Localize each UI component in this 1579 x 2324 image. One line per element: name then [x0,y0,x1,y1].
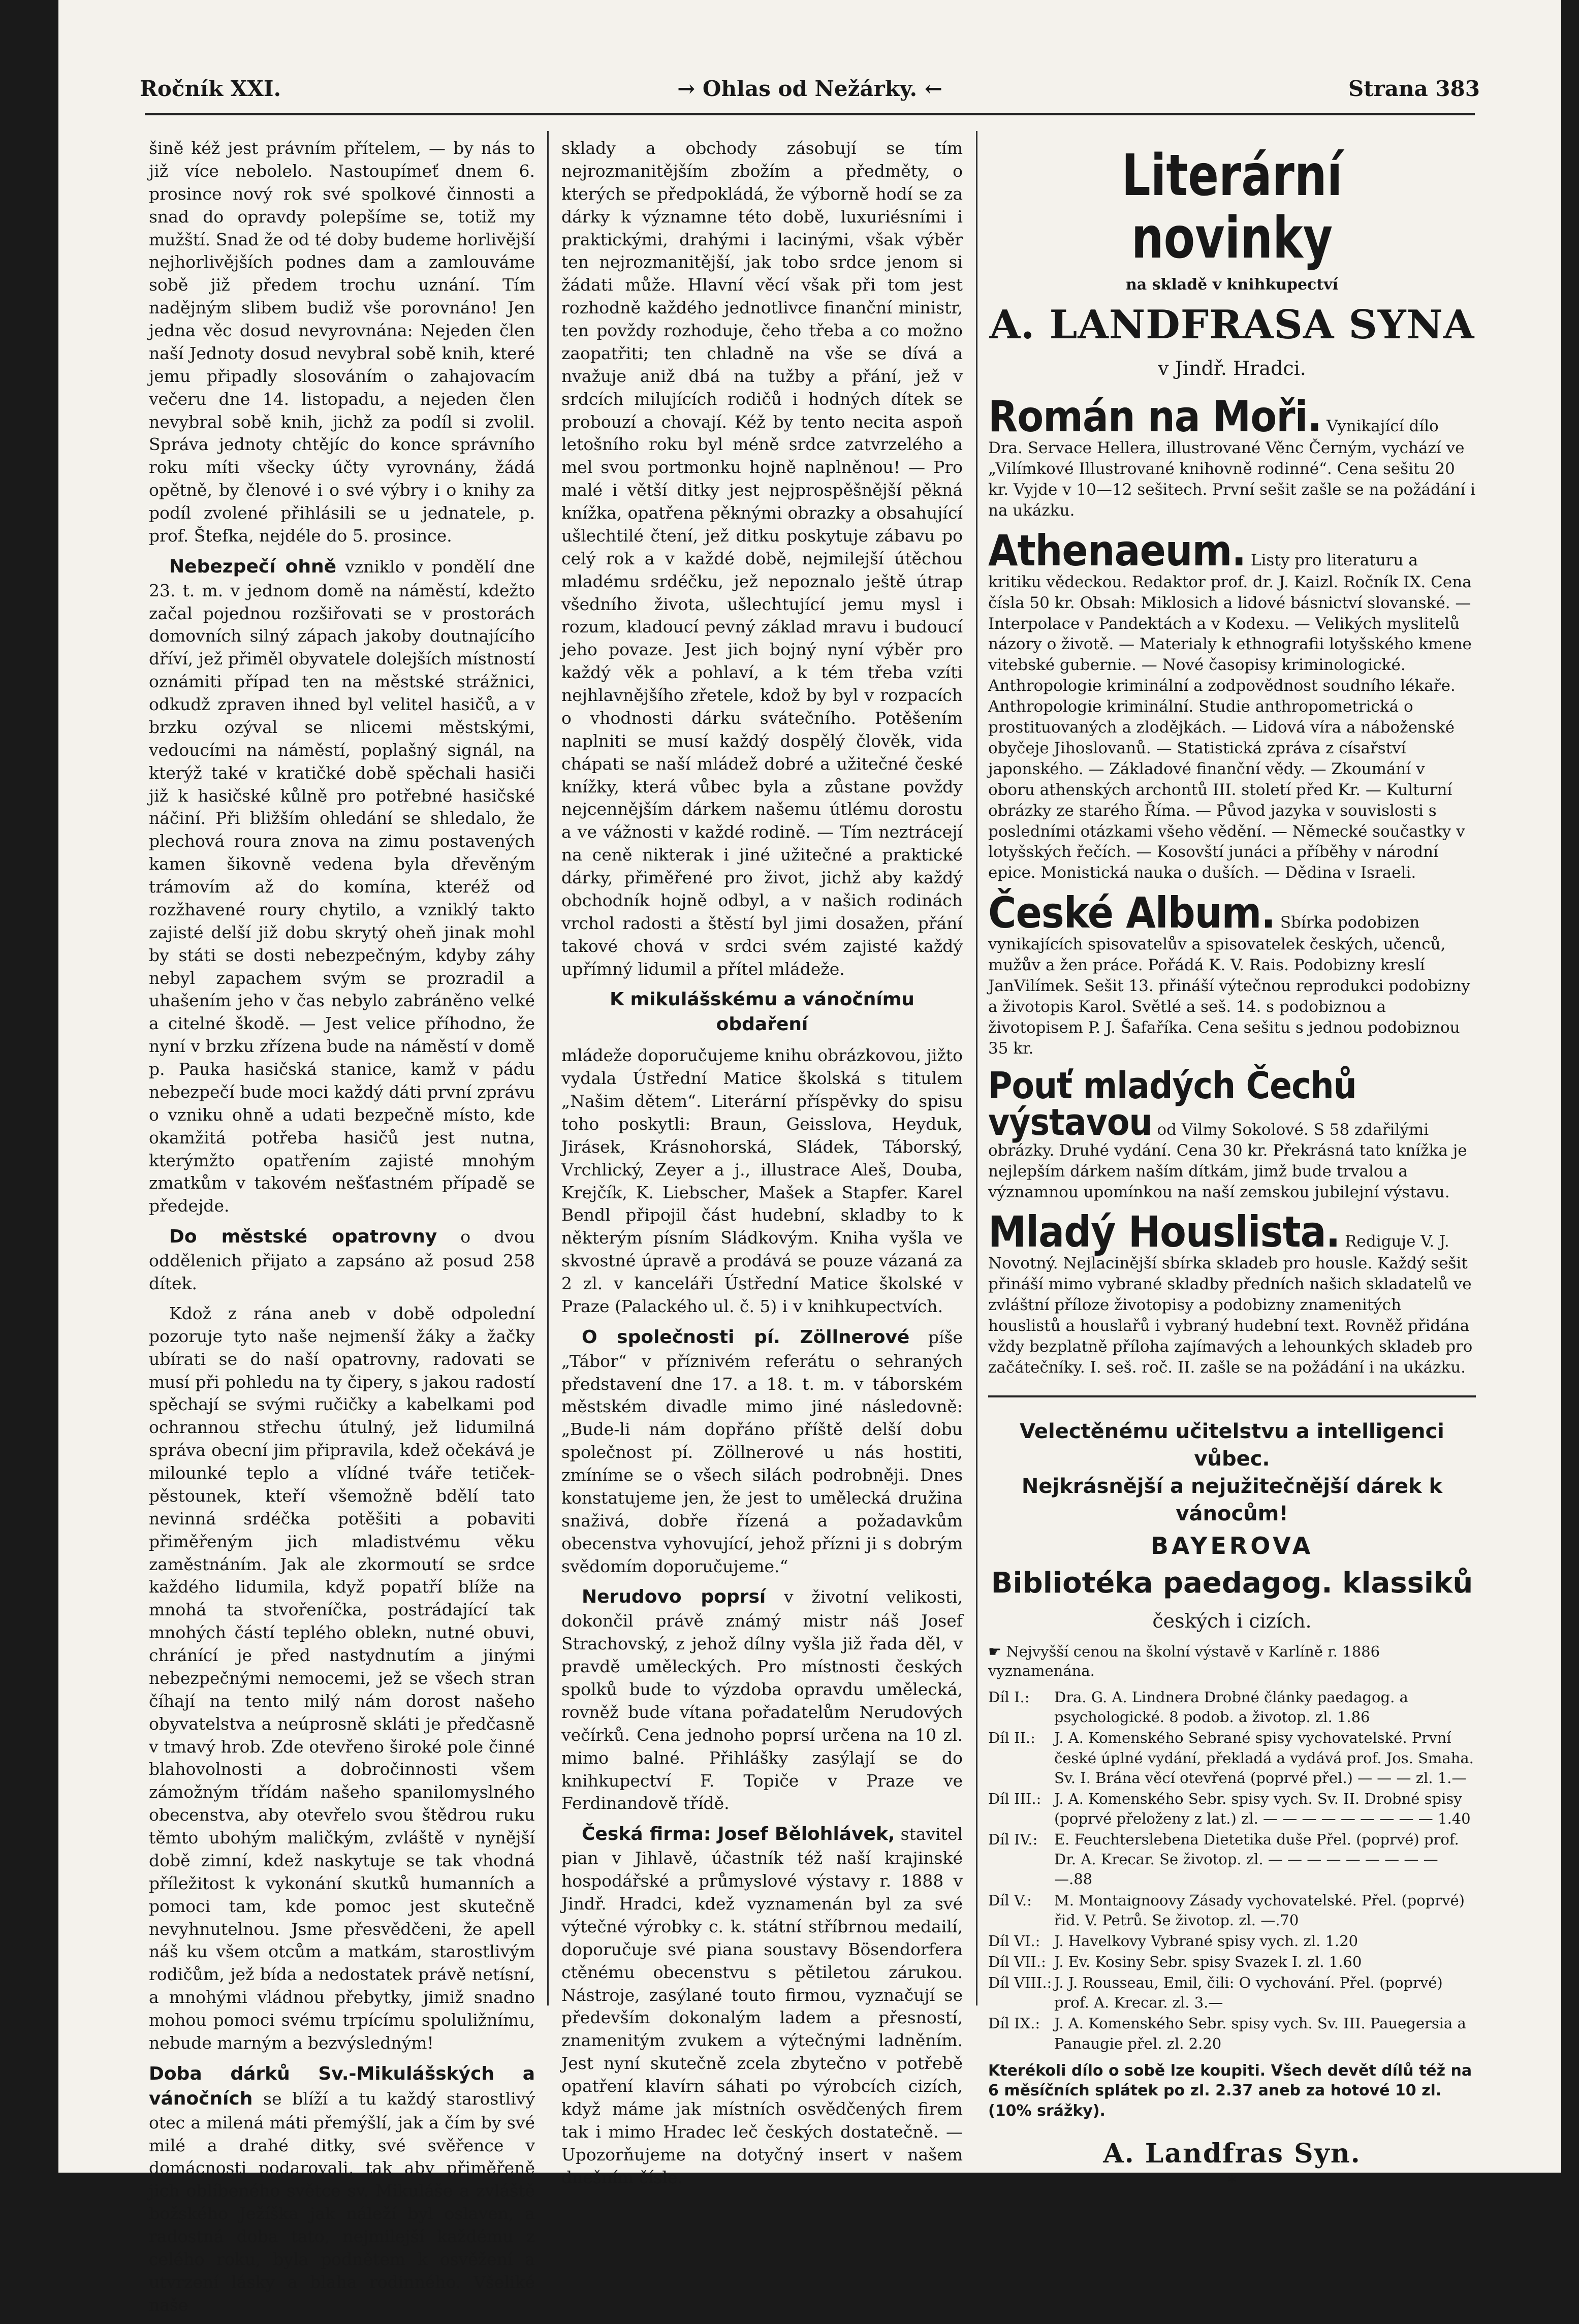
volume-description: E. Feuchterslebena Dietetika duše Přel. (poprvé) prof. Dr. A. Krecar. Se životop. zl. — — — — — — — — — —.88 [1054,1831,1459,1888]
volume-description: M. Montaignoovy Zásady vychovatelské. Přel. (poprvé) řid. V. Petrů. Se životop. zl. —.70 [1054,1891,1465,1929]
ad-pout-mladych-cechu [988,1064,1476,1203]
volume-description: J. Havelkovy Vybrané spisy vych. zl. 1.20 [1054,1932,1359,1950]
star-mark: * [1227,2172,1237,2193]
page-number: Strana 383 [1348,76,1480,101]
firm-name: A. LANDFRASA SYNA [989,301,1475,348]
bayer-ad-line: Velectěnému učitelstvu a intelligenci vůbec. [1020,1419,1444,1471]
article-text: o dvou oddělenich přijato a zapsáno až posud 258 dítek. [149,1227,535,1294]
volume-description: J. Ev. Kosiny Sebr. spisy Svazek I. zl. 1.60 [1054,1953,1362,1971]
ad-book-text: od Vilmy Sokolové. S 58 zdařilými obrázky. Druhé vydání. Cena 30 kr. Překrásná tato knížka je nejlepším dárkem naším dítkám, jimž bude trvalou a významnou upomínkou na naší zemskou jubilejní výstavu. [988,1120,1467,1201]
volume-item [988,1931,1476,1951]
ad-divider [988,1395,1476,1397]
ad-book-text: Listy pro literaturu a kritiku vědeckou. Redaktor prof. dr. J. Kaizl. Ročník IX. Cena čísla 50 kr. Obsah: Miklosich a lidové básnictví slovanské. — Interpolace v Pandektách a v Kodexu. — Velikých myslitelů názory o životě. — Materialy k ethnografii lotyšského kmene vitebské gubernie. — Nové časopisy kriminologické. Anthropologie kriminální a zodpovědnost soudního lékaře. Anthropologie kriminální. Studie anthropometrická o prostituovaných a zlodějkách. — Lidová víra a náboženské obyčeje Jihoslovanů. — Statistická zpráva z císařství japonského. — Základové finanční vědy. — Zkoumání v oboru athenských archontů III. století před Kr. — Kulturní obrázky ze starého Říma. — Původ jazyka v souvislosti s posledními otázkami všeho vědění. — Německé součastky v lotyšských řečích. — Kosovští junáci a příběhy v národní epice. Monistická nauka o duších. — Dědina v Israeli. [988,551,1472,882]
column-divider [547,131,549,2005]
column-2 [561,137,963,2196]
bayer-name: BAYEROVA [1150,1532,1314,1559]
article-heading: K mikulášskému a vánočnímu obdaření [610,989,914,1035]
library-subtitle: českých i cizích. [1152,1609,1312,1632]
article-paragraph: Kdož z rána aneb v době odpolední pozoruje tyto naše nejmenší žáky a žačky ubírati se do naší opatrovny, radovati se musí při pohledu na ty čipery, s jakou radostí spěchají se svými ručičky a kabelkami pod ochrannou střechu útulný, jež lidumilná správa obecní jim připravila, kdež očekává je milounké teplo a vlídné tváře tetiček-pěstounek, kteří všemožně bdělí tato nevinná srdéčka potěšiti a pobaviti přiměřeným jich mladistvému věku zaměstnáním. Jak ale zkormoutí se srdce každého lidumila, když popatří blíže na mnohá ta stvořeníčka, postrádající tak mnohých částí teplého oblekn, nutné obuvi, chránící je před nastydnutím a jinými nebezpečnými nemocemi, jež se všech stran číhají na tento milý nám dorost našeho obyvatelstva a neúprosně skláti je předčasně v tmavý hrob. Zde otevřeno široké pole činné blahovolnosti a dobročinnosti všem zámožným třídám našeho spanilomyslného obecenstva, aby otevřelo svou štědrou ruku těmto ubohým maličkým, zvláště v nynější době zimní, kdež naskytuje se tak vhodná příležitost k vykonání skutků humanních a pomoci tam, kde pomoc jest skutečně nevyhnutelnou. Jsme přesvědčeni, že apell náš ku všem otcům a matkám, starostlivým rodičům, jež bída a nedostatek právě netísní, a mnohými vládnou přebytky, jimiž snadno mohou pomoci svému trpícímu spoluližnímu, nebude marným a bezvýsledným! [149,1303,535,2053]
volume-number: Díl II.: [988,1729,1035,1747]
ad-book-title: Mladý Houslista. [988,1207,1340,1257]
article-heading: O společnosti pí. Zöllnerové [582,1326,910,1348]
signature: A. Landfras Syn. [1103,2138,1361,2169]
article-paragraph [149,2062,535,2317]
ad-book-title: České Album. [988,888,1276,938]
newspaper-page [58,0,1561,2315]
ad-book-title: Román na Moři. [988,392,1322,442]
volume-item [988,1952,1476,1972]
article-paragraph [561,1585,963,1815]
page-header [140,76,1480,112]
volume-number: Díl V.: [988,1891,1032,1909]
volume-item [988,1728,1476,1788]
ad-book-title: Pouť mladých Čechů výstavou [988,1064,1356,1143]
volume-number: Díl VI.: [988,1932,1040,1950]
volume-list [988,1688,1476,2054]
volume-item [988,2014,1476,2053]
firm-place: v Jindř. Hradci. [1158,357,1306,379]
volume-number: Díl I.: [988,1689,1030,1706]
volume-number: Díl III.: [988,1790,1041,1807]
volume-item [988,1830,1476,1889]
article-heading: Česká firma: Josef Bělohlávek, [582,1824,895,1845]
volume-description: J. J. Rousseau, Emil, čili: O vychování. Přel. (poprvé) prof. A. Krecar. zl. 3.— [1054,1974,1443,2012]
ad-book-text: Sbírka podobizen vynikajících spisovatelův a spisovatelek českých, učenců, mužův a žen práce. Pořádá K. V. Rais. Podobizny kreslí JanVilímek. Sešit 13. přináší výtečnou reprodukci podobizny a životopis Karol. Světlé a seš. 14. s podobiznou a životopisem P. J. Šafaříka. Cena sešitu s jednou podobiznou 35 kr. [988,913,1470,1058]
award-note: ☛ Nejvyšší cenou na školní výstavě v Karlíně r. 1886 vyznamenána. [988,1642,1380,1679]
article-text: píše „Tábor“ v příznivém referátu o sehraných představení dne 17. a 18. t. m. v táborském městském divadle mimo jiné následovně: „Bude-li nám dopřáno příště delší dobu společnost pí. Zöllnerové u nás hostiti, zmíníme se o všech silách podrobněji. Dnes konstatujeme jen, že jest to umělecká družina snaživá, dobře řízená a požadavkům obecenstva vyhovující, jehož přízni ji s dobrým svědomím doporučujeme.“ [561,1327,963,1576]
volume-number: Díl VII.: [988,1953,1046,1971]
article-text: vzniklo v pondělí dne 23. t. m. v jednom domě na náměstí, kdežto začal pojednou rozšiřovati se v prostorách domovních silný zápach jakoby doutnajícího dříví, jež přiměl obyvatele dolejších místností oznámiti případ ten na městské strážnici, odkudž zpraven ihned byl velitel hasičů, a v brzku ozýval se nlicemi městskými, vedoucími na náměstí, poplašný signál, na kterýž také v kratičké době spěchali hasiči již k hasičské kůlně pro potřebné hasičské náčiní. Při bližším ohledání se shledalo, že plechová roura znova na zimu postavených kamen šikovně vedena byla dřevěným trámovím až do komína, kteréž od rozžhavené roury chytilo, a vzniklý takto zajisté delší již dobu skrytý oheň jinak mohl by státi se dosti nebezpečným, kdyby záhy nebyl zapachem svým se prozradil a uhašením jeho v čas nebylo zabráněno velké a citelné škodě. — Jest velice příhodno, že nyní v brzku zřízena bude na náměstí v domě p. Pauka hasičská stanice, kamž v pádu nebezpečí bude moci každý dáti první zprávu o vzniku ohně a udati bezpečně místo, kde okamžitá potřeba hasičů jest nutna, kterýmžto opatřením zajisté mnohým zmatkům v takovém nešťastném případě se předejde. [149,556,535,1216]
article-text: se blíží a tu každý starostlivý otec a milená máti přemýšlí, jak a čím by své milé a drahé ditky, své svěřence v domácnosti podarovali, tak aby přiměřeně jich oblíbeného světce sv. Mikuláše a zvláště božského Ježíška jak náleží byl oslaven, a radostná doba tato, nejmilejší každému z celého roku, byla podnětem k osvěžení a utvrzení lásky a blaha rodinného. Všeliké naše [149,2088,535,2315]
volume-number: Díl IX.: [988,2015,1040,2032]
volume-item [988,1891,1476,1930]
ad-book-title: Athenaeum. [988,525,1246,576]
ad-athenaeum [988,525,1476,884]
article-paragraph [149,1225,535,1295]
volume-number: Díl IV.: [988,1831,1038,1849]
article-heading-line [561,988,963,1037]
advertisement-column [988,135,1476,2194]
volume-item [988,1973,1476,2013]
article-paragraph [149,555,535,1218]
ad-book-text: Rediguje V. J. Novotný. Nejlacinější sbírka skladeb pro housle. Každý sešit přináší mimo vybrané skladby předních našich skladatelů ve zvláštní příloze životopisy a podobizny znamenitých houslistů a houslařů i vybraný hudební text. Rovněž přidána vždy bezplatně příloha zajímavých a lehounkých skladeb pro začátečníky. I. seš. roč. II. zašle se na požádání i na ukázku. [988,1232,1473,1377]
article-paragraph [561,1822,963,2189]
article-paragraph [561,1325,963,1578]
volume-description: J. A. Komenského Sebr. spisy vych. Sv. II. Drobné spisy (poprvé přeloženy z lat.) zl. — — — — — — — — — 1.40 [1054,1790,1471,1828]
header-rule [145,113,1475,115]
ad-book-text: Vynikající dílo Dra. Servace Hellera, illustrované Věnc Černým, vychází ve „Vilímkové Illustrované knihovně rodinné“. Cena sešitu 20 kr. Vyjde v 10—12 sešitech. První sešit zašle se na požádání i na ukázku. [988,417,1476,520]
article-paragraph: šině kéž jest právním přítelem, — by nás to již více nebolelo. Nastoupímeť dnem 6. prosince nový rok své spolkové činnosti a snad do opravdy polepšíme se, totiž my mužští. Snad že od té doby budeme horlivější nejhorlivějších podnes dam a zamlouváme sobě již předem trochu uznání. Tím nadějným slibem budiž vše porovnáno! Jen jedna věc dosud nevyrovnána: Nejeden člen naší Jednoty dosud nevybral sobě knih, které jemu připadly slosováním o zahajovacím večeru dne 14. listopadu, a nejeden člen nevybral sobě knih, jichž za podíl si zvolil. Správa jednoty chtějíc do konce správního roku míti všecky účty vyrovnány, žádá opětně, by členové i o své výbry i o knihy za podíl zvolené přihlásili se u jednatele, p. prof. Štefka, nejdéle do 5. prosince. [149,138,535,546]
volume-description: Dra. G. A. Lindnera Drobné články paedagog. a psychologické. 8 podob. a životop. zl. 1.86 [1054,1689,1408,1726]
column-divider [976,131,977,2005]
ad-title: Literární novinky [1121,143,1343,272]
article-heading: Nebezpečí ohně [169,556,337,577]
volume-item [988,1688,1476,1727]
volume-item [988,1789,1476,1829]
article-paragraph: sklady a obchody zásobují se tím nejrozmanitějším zbožím a předměty, o kterých se předpokládá, že výborně hodí se za dárky k významnе této době, luxuriésními i praktickými, drahými i lacinými, však výběr ten nejrozmanitější, jak tobo srdce jenom si žádati může. Hlavní věcí však při tom jest rozhodně každého jednotlivce finanční ministr, ten povždy rozhoduje, čeho třeba a co možno zaopatřiti; ten chladně na vše se dívá a nvažuje aniž dbá na tužby a přání, jež v srdcích milujících rodičů i hodných dítek se probouzí a chovají. Kéž by tento necita aspoň letošního roku byl méně srdce zatvrzelého a mel svou portmonku hojně naplněnou! — Pro malé i větší ditky jest nejprospěšnější pěkná knížka, opatřena pěknými obrazky a obsahující ušlechtilé čtení, jež ditku poskytuje zábavu po celý rok a v každé době, nejmilejší útěchou mladému srdéčku, jež nepoznalo ještě útrap všedního života, ušlechtující jemu mysl i rozum, kladoucí pevný základ mravu i budoucí jeho povaze. Jest jich bojný nyní výběr pro každý věk a pohlaví, a k tém třeba vzíti nejhlavnějšího zřetele, kdož by byl v rozpacích o vhodnosti dárku svátečního. Potěšením naplniti se musí každý dospělý člověk, vida chápati se naší mládež dobré a užitečné české knížky, která vůbec byla a zůstane povždy nejcennějším dárkem našemu útlému dorostu a ve vážnosti v každé rodině. — Tím neztrácejí na ceně nikterak i jiné užitečné a praktické dárky, přiměřené pro život, jichž aby každý obchodník hojně odbyl, a v našich rodinách vrchol radosti a štěstí byl jimi dosažen, přání takové chová v srdci svém zajisté každý upřímný lidumil a přítel mládeže. [561,138,963,979]
article-heading: Doba dárků Sv.-Mikulášských a vánočních [149,2063,535,2109]
bayer-ad-line: Nejkrásnější a nejužitečnější dárek k vánocům! [1021,1474,1443,1525]
purchase-note: Kterékoli dílo o sobě lze koupiti. Všech devět dílů též na 6 měsíčních splátek po zl. 2.37 aneb za hotové 10 zl. (10% srážky). [988,2061,1472,2120]
ad-roman-na-mori [988,392,1476,521]
ad-ceske-album [988,888,1476,1059]
volume-label: Ročník XXI. [140,76,281,101]
masthead-title: → Ohlas od Nežárky. ← [677,76,942,101]
ad-mlady-houslista [988,1207,1476,1378]
library-title: Bibliotéka paedagog. klassiků [991,1566,1473,1600]
article-text: v životní velikosti, dokončil právě známý mistr náš Josef Strachovský, z jehož dílny vyšla již řada děl, v pravdě uměleckých. Pro místnosti českých spolků bude to výzdoba opravdu umělecká, rovněž bude vítana pořadatelům Nerudových večírků. Cena jednoho poprsí určena na 10 zl. mimo balné. Přihlášky zasýlají se do knihkupectví F. Topiče v Praze ve Ferdinandově třídě. [561,1587,963,1813]
volume-description: J. A. Komenského Sebr. spisy vych. Sv. III. Pauegersia a Panaugie přel. zl. 2.20 [1054,2015,1466,2052]
column-1 [149,137,535,2324]
article-heading: Do městské opatrovny [169,1226,437,1248]
ad-subtitle: na skladě v knihkupectví [1125,276,1338,294]
volume-number: Díl VIII.: [988,1974,1052,1992]
volume-description: J. A. Komenského Sebrané spisy vychovatelské. První české úplné vydání, překladá a vydává prof. Jos. Smaha. Sv. I. Brána věcí otevřená (poprvé přel.) — — — zl. 1.— [1054,1729,1474,1787]
article-heading: Nerudovo poprsí [582,1586,766,1608]
article-text: stavitel pian v Jihlavě, účastník též naší krajinské hospodářské a průmyslové výstavy r. 1888 v Jindř. Hradci, kdež vyznamenán byl za své výtečné výrobky c. k. státní stříbrnou medailí, doporučuje své piana soustavy Bösendorfera ctěnému obecenstvu s pětiletou zárukou. Nástroje, zasýlané touto firmou, vyznačují se především dokonalým ladem a přesností, znamenitým zvukem a výtečnými ladněním. Jest nyní skutečně zcela zbytečno v potřebě opatření klavírn sáhati po výrobcích cizích, když máme jak místních osvědčených firem tak i mimo Hradec leč českých dostatečně. — Upozorňujeme na dotyčný insert v našem dnešním čísle. [561,1824,963,2187]
article-paragraph: mládeže doporučujeme knihu obrázkovou, jižto vydala Ústřední Matice školská s titulem „Našim dětem“. Literární příspěvky do spisu toho poskytli: Braun, Geisslova, Heyduk, Jirásek, Krásnohorská, Sládek, Táborský, Vrchlický, Zeyer a j., illustrace Aleš, Douba, Krejčík, K. Liebscher, Mašek a Stapfer. Karel Bendl připojil část hudební, skladby to k některým písním Sládkovým. Kniha vyšla ve skvostné úpravě a prodává se pouze vázaná za 2 zl. v kanceláři Ústřední Matice školské v Praze (Palackého ul. č. 5) i v knihkupectvích. [561,1045,963,1316]
